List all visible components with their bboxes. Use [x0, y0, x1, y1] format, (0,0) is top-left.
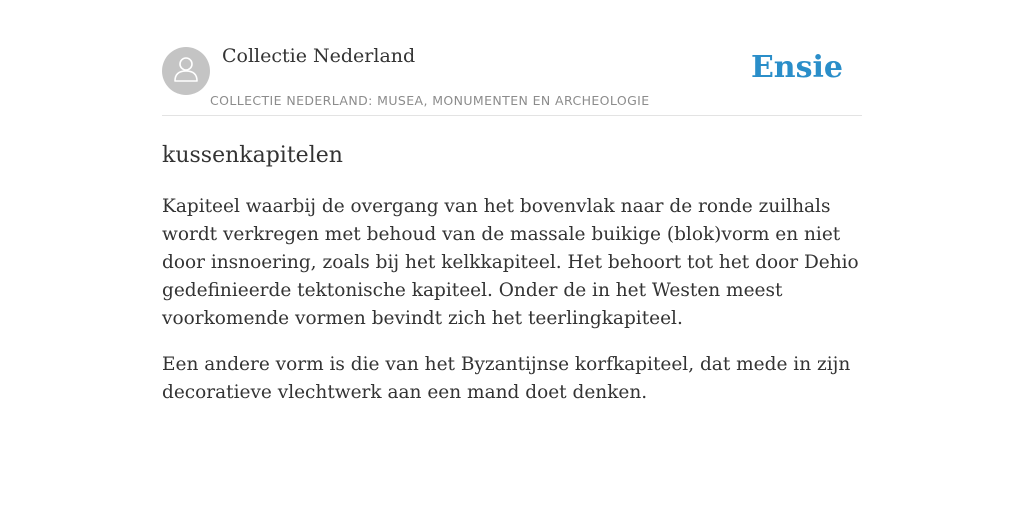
- definition-paragraph: Een andere vorm is die van het Byzantijnse korfkapiteel, dat mede in zijn decoratieve vlechtwerk aan een mand doet denken.: [162, 354, 851, 403]
- entry-header: [162, 0, 862, 116]
- avatar[interactable]: [162, 47, 210, 95]
- entry-card: [162, 0, 862, 425]
- entry-definition: [162, 193, 862, 407]
- source-name[interactable]: COLLECTIE NEDERLAND: MUSEA, MONUMENTEN EN ARCHEOLOGIE: [210, 93, 650, 108]
- entry-term: kussenkapitelen: [162, 143, 343, 168]
- definition-paragraph: Kapiteel waarbij de overgang van het bovenvlak naar de ronde zuilhals wordt verkregen met behoud van de massale buikige (blok)vorm en niet door insnoering, zoals bij het kelkkapiteel. Het behoort tot het door Dehio gedefinieerde tektonische kapiteel. Onder de in het Westen meest voorkomende vormen bevindt zich het teerlingkapiteel.: [162, 196, 859, 329]
- author-name[interactable]: Collectie Nederland: [222, 45, 416, 67]
- brand-logo[interactable]: Ensie: [750, 50, 843, 85]
- user-icon: [171, 54, 201, 89]
